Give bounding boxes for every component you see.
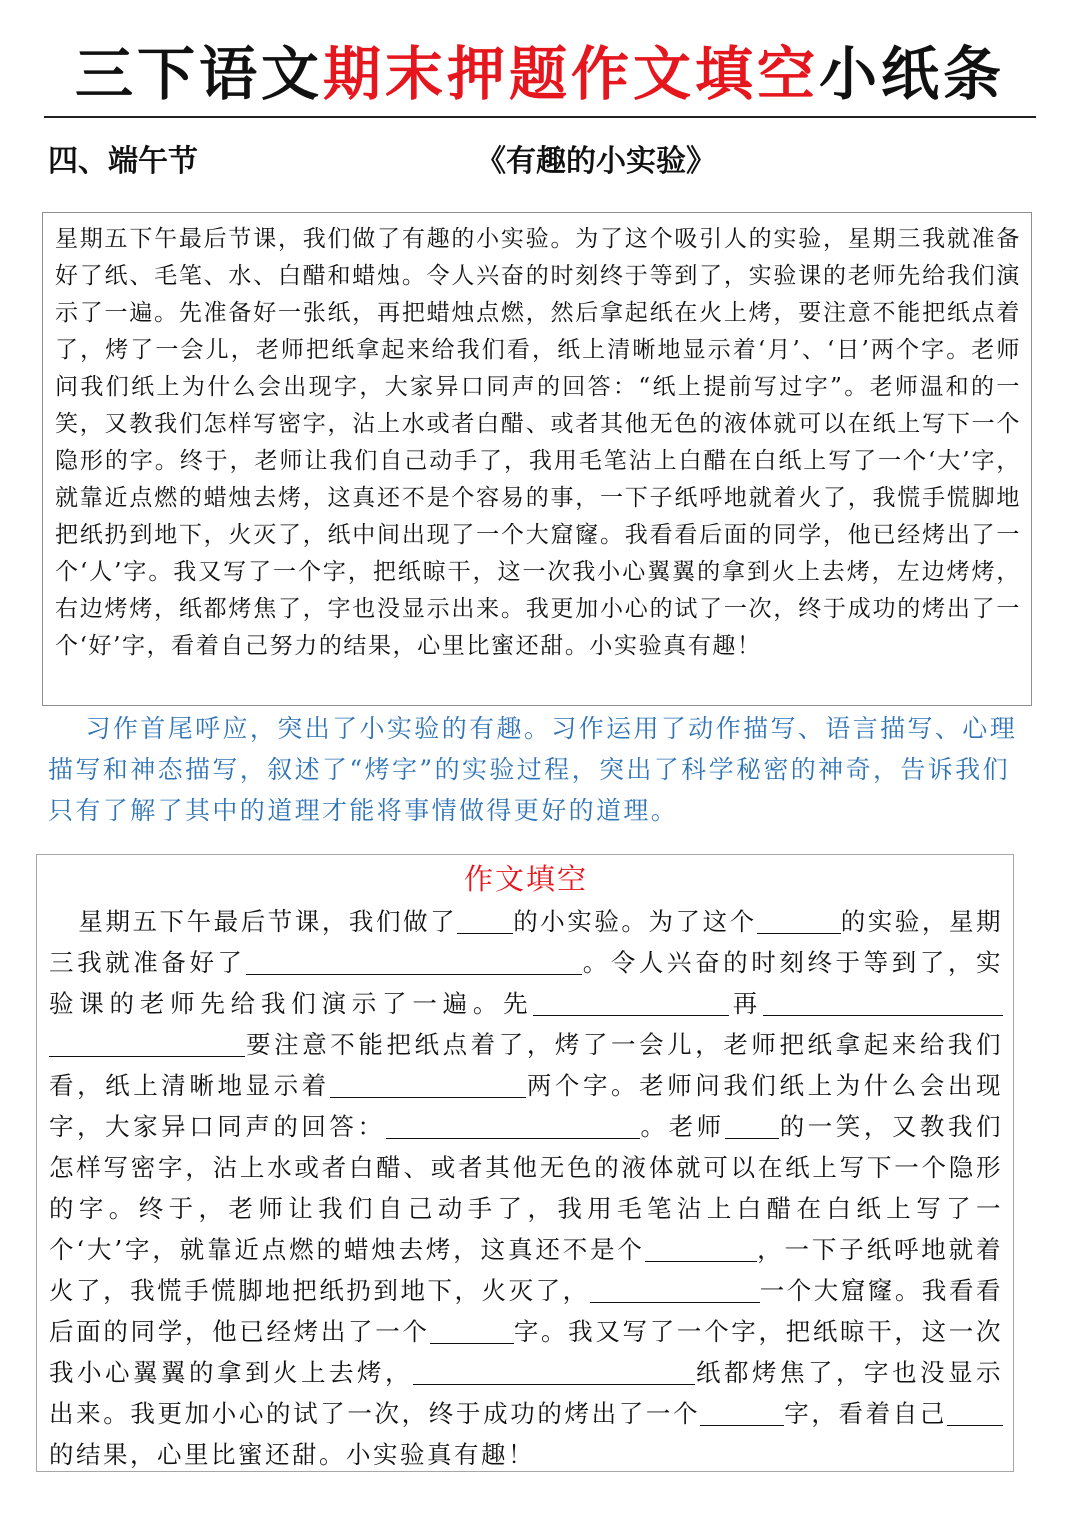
model-essay-box: [42, 212, 1032, 706]
essay-title: 《有趣的小实验》: [476, 144, 716, 179]
model-essay-text: 星期五下午最后节课，我们做了有趣的小实验。为了这个吸引人的实验，星期三我就准备好了纸、毛笔、水、白醋和蜡烛。令人兴奋的时刻终于等到了，实验课的老师先给我们演示了一遍。先准备好一张纸，再把蜡烛点燃，然后拿起纸在火上烤，要注意不能把纸点着了，烤了一会儿，老师把纸拿起来给我们看，纸上清晰地显示着‘月’、‘日’两个字。老师问我们纸上为什么会出现字，大家异口同声的回答：“纸上提前写过字”。老师温和的一笑，又教我们怎样写密字，沾上水或者白醋、或者其他无色的液体就可以在纸上写下一个隐形的字。终于，老师让我们自己动手了，我用毛笔沾上白醋在白纸上写了一个‘大’字，就靠近点燃的蜡烛去烤，这真还不是个容易的事，一下子纸呼地就着火了，我慌手慌脚地把纸扔到地下，火灭了，纸中间出现了一个大窟窿。我看看后面的同学，他已经烤出了一个‘人’字。我又写了一个字，把纸晾干，这一次我小心翼翼的拿到火上去烤，左边烤烤，右边烤烤，纸都烤焦了，字也没显示出来。我更加小心的试了一次，终于成功的烤出了一个‘好’字，看着自己努力的结果，心里比蜜还甜。小实验真有趣！: [55, 226, 1021, 659]
fill-segment: 。老师: [639, 1112, 725, 1141]
fill-segment: 纸都烤焦了，字也没显示出来。我更加小心的试了一次，终于成功的烤出了一个: [49, 1358, 1003, 1428]
fill-segment: 两个字。老师问我们纸上为什么会出现字，大家异口同声的回答：: [49, 1071, 1004, 1141]
fill-segment: 一个大窟窿。我看看后面的同学，他已经烤出了一个: [49, 1276, 1003, 1346]
fill-in-box: [36, 854, 1014, 1472]
fill-blank[interactable]: [725, 1112, 779, 1139]
fill-segment: 再: [729, 989, 764, 1018]
fill-segment: 星期五下午最后节课，我们做了: [78, 907, 458, 936]
fill-blank[interactable]: [330, 1071, 526, 1098]
fill-blank[interactable]: [386, 1112, 640, 1139]
fill-blank[interactable]: [757, 907, 841, 934]
fill-blank[interactable]: [645, 1235, 757, 1262]
title-divider: [44, 116, 1036, 118]
fill-blank[interactable]: [763, 989, 1003, 1016]
fill-blank[interactable]: [246, 948, 582, 975]
fill-segment: 的结果，心里比蜜还甜。小实验真有趣！: [49, 1440, 535, 1469]
fill-blank[interactable]: [590, 1276, 760, 1303]
title-suffix: 小纸条: [819, 40, 1006, 108]
fill-blank[interactable]: [533, 989, 729, 1016]
fill-blank[interactable]: [947, 1399, 1003, 1426]
fill-in-text: [49, 901, 1003, 1475]
fill-segment: 的小实验。为了这个: [513, 907, 757, 936]
fill-blank[interactable]: [49, 1030, 245, 1057]
fill-blank[interactable]: [700, 1399, 784, 1426]
fill-blank[interactable]: [413, 1358, 695, 1385]
fill-segment: 字。我又写了一个字，把纸晾干，这一次我小心翼翼的拿到火上去烤，: [49, 1317, 1003, 1387]
section-label: 四、端午节: [48, 144, 198, 179]
title-prefix: 三下语文: [74, 40, 323, 108]
fill-blank[interactable]: [430, 1317, 514, 1344]
page-title: [0, 36, 1080, 112]
title-highlight: 期末押题作文填空: [322, 40, 819, 108]
fill-segment: 的一笑，又教我们怎样写密字，沾上水或者白醋、或者其他无色的液体就可以在纸上写下一个隐形的字。终于，老师让我们自己动手了，我用毛笔沾上白醋在白纸上写了一个‘大’字，就靠近点燃的蜡烛去烤，这真还不是个: [49, 1112, 1004, 1264]
fill-in-title: 作文填空: [463, 862, 588, 896]
fill-segment: 。令人兴奋的时刻终于等到了，实验课的老师先给我们演示了一遍。先: [49, 948, 1004, 1018]
fill-blank[interactable]: [457, 907, 513, 934]
fill-segment: 字，看着自己: [784, 1399, 948, 1428]
essay-comment: 习作首尾呼应，突出了小实验的有趣。习作运用了动作描写、语言描写、心理描写和神态描写，叙述了“烤字”的实验过程，突出了科学秘密的神奇，告诉我们只有了解了其中的道理才能将事情做得更好的道理。: [48, 714, 1018, 825]
fill-segment: 要注意不能把纸点着了，烤了一会儿，老师把纸拿起来给我们看，纸上清晰地显示着: [49, 1030, 1003, 1100]
fill-segment: 的实验，星期三我就准备好了: [49, 907, 1004, 977]
fill-segment: ，一下子纸呼地就着火了，我慌手慌脚地把纸扔到地下，火灭了，: [49, 1235, 1004, 1305]
